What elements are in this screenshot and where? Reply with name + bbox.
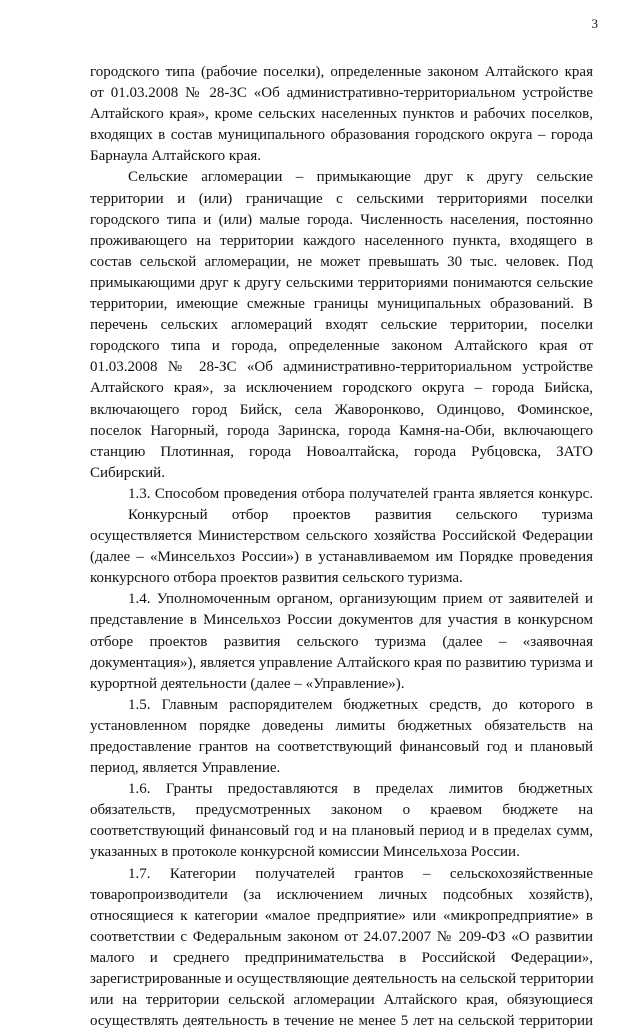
text-line: малого и среднего предпринимательства в Российской Федерации»,	[90, 949, 593, 966]
text-line: включающего город Бийск, села Жаворонково, Одинцово, Фоминское,	[90, 401, 593, 418]
text-line: поселок Нагорный, города Заринска, города Камня-на-Оби, включающего	[90, 422, 593, 439]
text-line: состав сельской агломерации, не может превышать 30 тыс. человек. Под	[90, 253, 593, 270]
text-line: соответствии с Федеральным законом от 24.07.2007 № 209-ФЗ «О развитии	[90, 928, 593, 945]
text-line: осуществлять деятельность в течение не менее 5 лет на сельской территории	[90, 1013, 593, 1030]
text-line: зарегистрированные и осуществляющие деятельность на сельской территории	[90, 971, 594, 988]
text-line: проживающего на территории каждого населенного пункта, входящего в	[90, 232, 593, 249]
text-line: городского типа (рабочие поселки), определенные законом Алтайского края	[90, 64, 593, 80]
text-line: предоставление грантов на соответствующий финансовый год и плановый	[90, 739, 593, 755]
text-line: 1.4. Уполномоченным органом, организующим прием от заявителей и	[128, 591, 593, 608]
text-line: станцию Плотинная, города Новоалтайска, города Рубцовска, ЗАТО	[90, 443, 593, 460]
text-line: городского типа и (или) малые города. Численность населения, постоянно	[90, 211, 593, 228]
text-line: отборе проектов развития сельского туризма (далее – «заявочная	[90, 633, 593, 650]
text-line: территории, имеющие смежные границы муниципальных образований. В	[90, 296, 593, 313]
text-line: 1.6. Гранты предоставляются в пределах лимитов бюджетных	[128, 781, 593, 798]
text-line: соответствующий финансовый год и на плановый период и в пределах сумм,	[90, 823, 593, 840]
text-line: территории и (или) граничащие с сельскими территориями поселки	[90, 190, 593, 207]
text-line: Сибирский.	[90, 464, 165, 481]
text-line: городского типа и города, определенные законом Алтайского края от	[90, 338, 593, 355]
text-line: установленном порядке доведены лимиты бюджетных обязательств на	[90, 717, 593, 734]
text-line: товаропроизводители (за исключением личных подсобных хозяйств),	[90, 886, 593, 903]
text-line: 1.7. Категории получателей грантов – сельскохозяйственные	[128, 865, 593, 882]
text-line: 1.3. Способом проведения отбора получателей гранта является конкурс.	[128, 485, 593, 502]
text-line: входящих в состав муниципального образования городского округа – города	[90, 127, 593, 144]
text-line: Конкурсный отбор проектов развития сельского туризма	[128, 506, 593, 523]
text-line: относящиеся к категории «малое предприятие» или «микропредприятие» в	[90, 907, 593, 924]
text-line: Сельские агломерации – примыкающие друг к другу сельские	[128, 169, 593, 186]
text-line: Алтайского края», за исключением городского округа – города Бийска,	[90, 380, 593, 397]
text-line: 01.03.2008 № 28-ЗС «Об административно-территориальном устройстве	[90, 359, 593, 376]
text-line: курортной деятельности (далее – «Управление»).	[90, 675, 405, 692]
page-number: 3	[591, 16, 598, 31]
text-line: период, является Управление.	[90, 760, 281, 777]
text-line: примыкающими друг к другу сельскими территориями понимаются сельские	[90, 274, 593, 291]
text-line: обязательств, предусмотренных законом о краевом бюджете на	[90, 802, 593, 819]
text-line: перечень сельских агломераций входят сельские территории, поселки	[90, 317, 593, 334]
text-line: указанных в протоколе конкурсной комиссии Минсельхоза России.	[90, 844, 520, 861]
text-line: осуществляется Министерством сельского хозяйства Российской Федерации	[90, 528, 593, 545]
text-line: Барнаула Алтайского края.	[90, 148, 261, 165]
text-line: Алтайского края», кроме сельских населенных пунктов и рабочих поселков,	[90, 106, 593, 123]
document-body	[90, 62, 593, 1032]
text-line: или на территории сельской агломерации Алтайского края, обязующиеся	[90, 992, 593, 1009]
text-line: документация»), является управление Алтайского края по развитию туризма и	[90, 654, 593, 671]
text-line: (далее – «Минсельхоз России») в устанавливаемом им Порядке проведения	[90, 549, 593, 566]
text-line: от 01.03.2008 № 28-ЗС «Об административно-территориальном устройстве	[90, 85, 593, 102]
text-line: представление в Минсельхоз России документов для участия в конкурсном	[90, 612, 593, 629]
text-line: конкурсного отбора проектов развития сельского туризма.	[90, 570, 463, 587]
text-line: 1.5. Главным распорядителем бюджетных средств, до которого в	[128, 696, 593, 713]
